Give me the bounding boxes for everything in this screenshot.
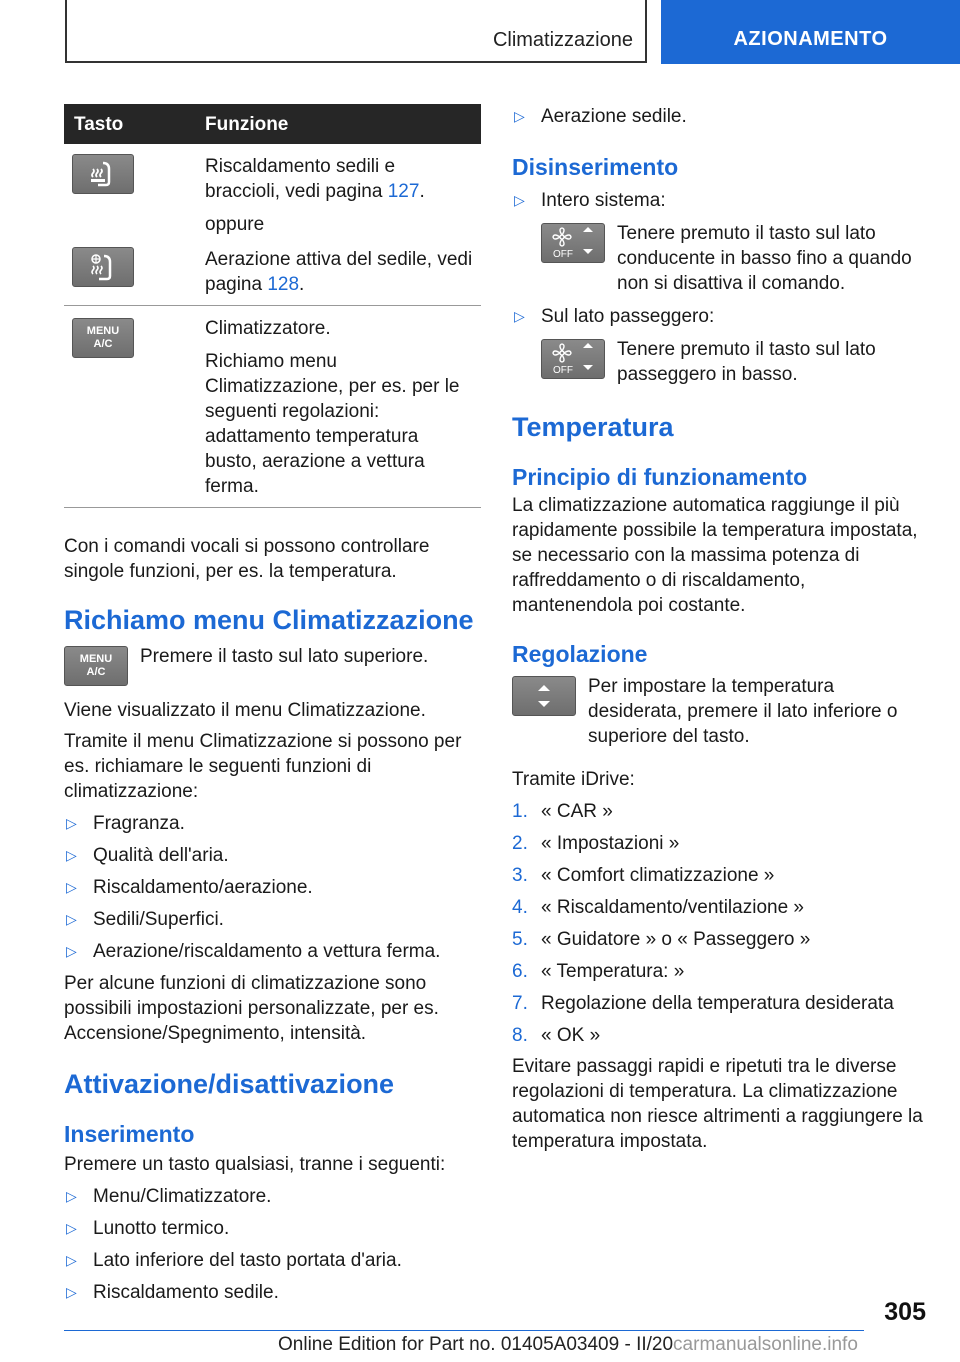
menu-ac-key-icon: MENU A/C bbox=[64, 646, 128, 686]
list-item: ▷ Qualità dell'aria. bbox=[66, 845, 229, 866]
table-row bbox=[64, 306, 481, 508]
on-exception-list bbox=[64, 1184, 481, 1305]
list-item: ▷ Menu/Climatizzatore. bbox=[66, 1186, 272, 1207]
function-text: Riscaldamento sedili e braccioli, vedi pagina 127. bbox=[205, 156, 425, 202]
reg-text: Per impostare la temperatura desiderata, premere il lato inferiore o superiore del tasto. bbox=[588, 676, 898, 747]
header-frame bbox=[65, 0, 647, 63]
principle-heading: Principio di funzionamento bbox=[512, 464, 808, 490]
page-number: 305 bbox=[884, 1298, 926, 1326]
up-down-key-icon bbox=[512, 676, 576, 716]
list-item: ▷ Sul lato passeggero: OFF Tenere premuto il tasto sul lato passeggero in basso. bbox=[512, 304, 927, 387]
list-item: 4. « Riscaldamento/ventilazione » bbox=[512, 897, 804, 918]
off-text: Tenere premuto il tasto sul lato passeggero in basso. bbox=[617, 339, 876, 385]
list-item: ▷ Fragranza. bbox=[66, 813, 185, 834]
table-header-key: Tasto bbox=[64, 104, 197, 144]
off-list bbox=[512, 188, 927, 387]
list-item: ▷ Riscaldamento sedile. bbox=[66, 1282, 279, 1303]
reg-heading: Regolazione bbox=[512, 641, 648, 667]
section-tab: AZIONAMENTO bbox=[661, 0, 960, 64]
menu-ac-key-icon: MENU A/C bbox=[72, 318, 134, 358]
svg-text:OFF: OFF bbox=[553, 365, 573, 376]
right-column bbox=[512, 104, 927, 1154]
table-row bbox=[64, 237, 481, 306]
seat-ventilation-icon bbox=[72, 247, 134, 287]
key-function-table bbox=[64, 104, 481, 508]
fan-off-key-icon bbox=[541, 223, 605, 263]
fan-off-key-icon bbox=[541, 339, 605, 379]
temp-heading: Temperatura bbox=[512, 412, 674, 442]
chapter-title: Climatizzazione bbox=[492, 29, 633, 51]
on-text: Premere un tasto qualsiasi, tranne i seguenti: bbox=[64, 1154, 446, 1175]
menu-via-text: Tramite il menu Climatizzazione si possono per es. richiamare le seguenti funzioni di climatizzazione: bbox=[64, 731, 462, 802]
footer-divider bbox=[64, 1330, 864, 1331]
list-item: ▷ Aerazione/riscaldamento a vettura ferma. bbox=[66, 941, 441, 962]
final-note: Evitare passaggi rapidi e ripetuti tra le diverse regolazioni di temperatura. La climatizzazione automatica non riesce altrimenti a raggiungere la temperatura impostata. bbox=[512, 1056, 923, 1152]
idrive-intro: Tramite iDrive: bbox=[512, 769, 635, 790]
function-text: Richiamo menu Climatizzazione, per es. per le seguenti regolazioni: adattamento temperatura busto, aerazione a vettura ferma. bbox=[205, 351, 460, 497]
page-link[interactable]: 128 bbox=[267, 274, 300, 295]
list-item: 1. « CAR » bbox=[512, 801, 613, 822]
list-item: 5. « Guidatore » o « Passeggero » bbox=[512, 929, 811, 950]
svg-text:OFF: OFF bbox=[553, 249, 573, 260]
voice-note: Con i comandi vocali si possono controllare singole funzioni, per es. la temperatura. bbox=[64, 536, 430, 582]
idrive-steps bbox=[512, 799, 927, 1048]
list-item: 6. « Temperatura: » bbox=[512, 961, 685, 982]
principle-text: La climatizzazione automatica raggiunge il più rapidamente possibile la temperatura impostata, se necessario con la massima potenza di raffreddamento o di riscaldamento, mantenendola poi costante. bbox=[512, 495, 918, 616]
watermark: carmanualsonline.info bbox=[673, 1334, 858, 1355]
menu-press-block bbox=[64, 644, 481, 686]
settings-note: Per alcune funzioni di climatizzazione sono possibili impostazioni personalizzate, per es. Accensione/Spegnimento, intensità. bbox=[64, 973, 439, 1044]
off-instruction bbox=[541, 337, 927, 387]
menu-function-list bbox=[64, 811, 481, 964]
activation-heading: Attivazione/disattivazione bbox=[64, 1069, 395, 1099]
list-item: 8. « OK » bbox=[512, 1025, 601, 1046]
off-heading: Disinserimento bbox=[512, 154, 679, 180]
off-text: Tenere premuto il tasto sul lato conducente in basso fino a quando non si disattiva il comando. bbox=[617, 223, 912, 294]
function-or-text: oppure bbox=[205, 214, 265, 235]
menu-press-text: Premere il tasto sul lato superiore. bbox=[140, 646, 429, 667]
list-item: ▷ Lunotto termico. bbox=[66, 1218, 230, 1239]
function-text: Climatizzatore. bbox=[205, 318, 331, 339]
list-item: ▷ Lato inferiore del tasto portata d'aria. bbox=[66, 1250, 402, 1271]
reg-block bbox=[512, 674, 927, 749]
left-column bbox=[64, 104, 481, 1305]
menu-heading: Richiamo menu Climatizzazione bbox=[64, 605, 474, 635]
page-link[interactable]: 127 bbox=[387, 181, 420, 202]
list-item: 2. « Impostazioni » bbox=[512, 833, 680, 854]
table-header-function: Funzione bbox=[197, 104, 481, 144]
list-item: 3. « Comfort climatizzazione » bbox=[512, 865, 775, 886]
list-item: ▷ Intero sistema: OFF Tenere premuto il tasto sul lato conducente in basso fino a quando non si disattiva il comando. bbox=[512, 188, 927, 296]
list-item: ▷ Sedili/Superfici. bbox=[66, 909, 224, 930]
footer-edition: Online Edition for Part no. 01405A03409 - II/20carmanualsonline.info bbox=[278, 1334, 858, 1355]
list-item: ▷ Aerazione sedile. bbox=[514, 106, 687, 127]
seat-heating-armrest-icon bbox=[72, 154, 134, 194]
table-row bbox=[64, 144, 481, 237]
function-text: Aerazione attiva del sedile, vedi pagina 128. bbox=[205, 249, 473, 295]
list-item: 7. Regolazione della temperatura desiderata bbox=[512, 993, 894, 1014]
on-exception-list-cont bbox=[512, 104, 927, 129]
list-item: ▷ Riscaldamento/aerazione. bbox=[66, 877, 313, 898]
off-instruction bbox=[541, 221, 927, 296]
menu-shown-text: Viene visualizzato il menu Climatizzazione. bbox=[64, 700, 426, 721]
on-heading: Inserimento bbox=[64, 1121, 195, 1147]
